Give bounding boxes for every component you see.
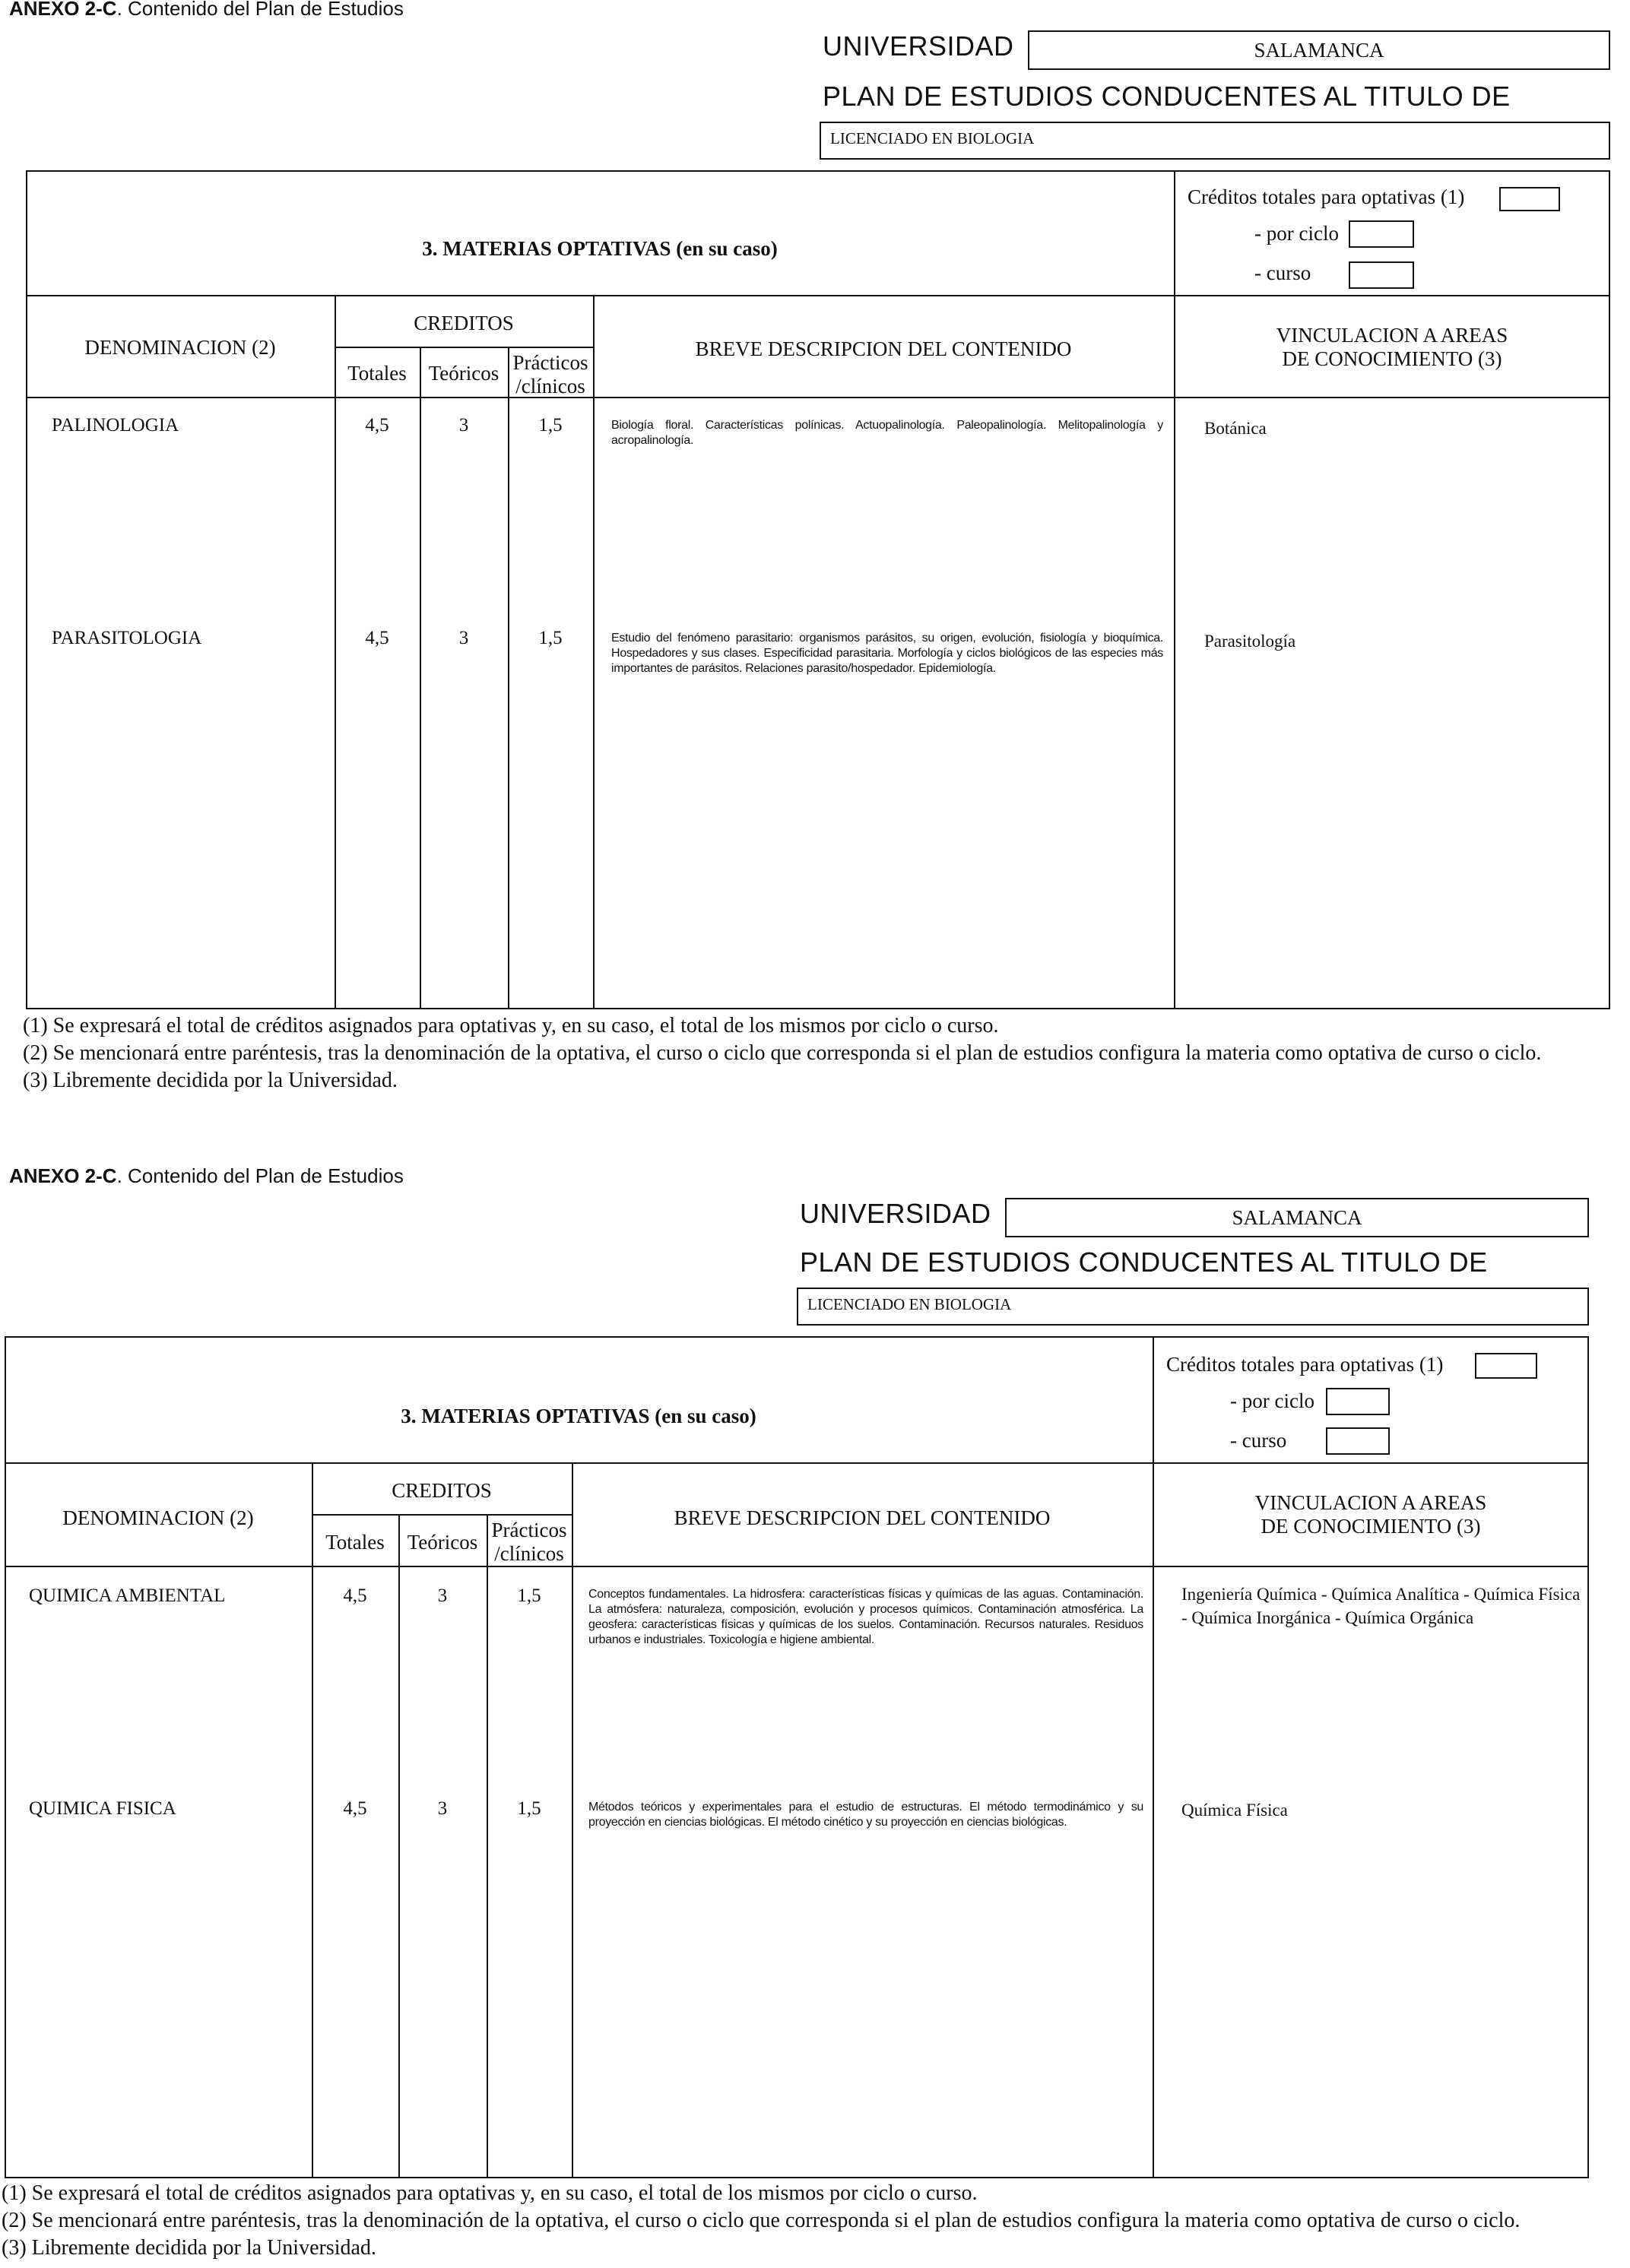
por-ciclo-box: [1349, 220, 1414, 248]
header-denominacion: DENOMINACION (2): [62, 1506, 254, 1529]
titulo-value: LICENCIADO EN BIOLOGIA: [830, 129, 1035, 147]
row-practicos: 1,5: [538, 415, 563, 436]
row-teoricos: 3: [437, 1585, 448, 1606]
anexo-header: [9, 1164, 404, 1188]
universidad-label: UNIVERSIDAD: [800, 1198, 991, 1229]
curso-box: [1326, 1427, 1390, 1455]
section-title: 3. MATERIAS OPTATIVAS (en su caso): [401, 1405, 756, 1427]
row-totales: 4,5: [365, 628, 389, 648]
footnotes: [2, 2180, 1520, 2261]
header-practicos: Prácticos /clínicos: [491, 1519, 567, 1566]
row-practicos: 1,5: [517, 1798, 541, 1819]
universidad-label: UNIVERSIDAD: [823, 30, 1014, 62]
anexo-text: . Contenido del Plan de Estudios: [116, 0, 404, 20]
row-teoricos: 3: [458, 415, 469, 436]
header-teoricos: Teóricos: [407, 1531, 478, 1554]
row-totales: 4,5: [365, 415, 389, 436]
header-descripcion: BREVE DESCRIPCION DEL CONTENIDO: [695, 337, 1072, 360]
row-name: QUIMICA FISICA: [29, 1798, 176, 1819]
por-ciclo-label: - por ciclo: [1254, 222, 1339, 245]
curso-label: - curso: [1254, 261, 1311, 284]
header-creditos: CREDITOS: [392, 1479, 492, 1502]
header-vinculacion: VINCULACION A AREAS DE CONOCIMIENTO (3): [1254, 1491, 1487, 1538]
creditos-optativas-box: [1475, 1353, 1537, 1379]
row-practicos: 1,5: [538, 628, 563, 648]
row-descripcion: Biología floral. Características polínicas. Actuopalinología. Paleopalinología. Melitopalinología y acropalinología.: [611, 419, 1163, 447]
row-totales: 4,5: [343, 1798, 367, 1819]
row-practicos: 1,5: [517, 1585, 541, 1606]
titulo-value: LICENCIADO EN BIOLOGIA: [807, 1295, 1012, 1313]
row-descripcion: Estudio del fenómeno parasitario: organismos parásitos, su origen, evolución, fisiología y bioquímica. Hospedadores y sus clases. Especificidad parasitaria. Morfología y ciclos biológicos de las especies más importantes de parásitos. Relaciones parasito/hospedador. Epidemiología.: [611, 632, 1163, 675]
por-ciclo-box: [1326, 1388, 1390, 1415]
row-teoricos: 3: [458, 628, 469, 648]
curso-box: [1349, 261, 1414, 289]
header-teoricos: Teóricos: [428, 362, 499, 385]
row-teoricos: 3: [437, 1798, 448, 1819]
footnote-1: (1) Se expresará el total de créditos asignados para optativas y, en su caso, el total de los mismos por ciclo o curso.: [23, 1014, 999, 1037]
plan-label: PLAN DE ESTUDIOS CONDUCENTES AL TITULO DE: [823, 81, 1511, 112]
creditos-optativas-box: [1499, 187, 1560, 211]
header-denominacion: DENOMINACION (2): [84, 336, 276, 359]
footnote-3: (3) Libremente decidida por la Universidad.: [23, 1068, 398, 1092]
row-area: Ingeniería Química - Química Analítica - Química Física - Química Inorgánica - Química Orgánica: [1181, 1585, 1581, 1628]
universidad-field: [1005, 1198, 1589, 1237]
footnote-3: (3) Libremente decidida por la Universidad.: [2, 2235, 376, 2260]
titulo-field: [797, 1288, 1589, 1326]
creditos-optativas-label: Créditos totales para optativas (1): [1166, 1353, 1444, 1376]
footnote-2: (2) Se mencionará entre paréntesis, tras la denominación de la optativa, el curso o ciclo que corresponda si el plan de estudios configura la materia como optativa de curso o ciclo.: [2, 2208, 1521, 2232]
row-totales: 4,5: [343, 1585, 367, 1606]
row-name: QUIMICA AMBIENTAL: [29, 1585, 226, 1606]
footnote-1: (1) Se expresará el total de créditos asignados para optativas y, en su caso, el total de los mismos por ciclo o curso.: [2, 2181, 978, 2205]
footnote-2: (2) Se mencionará entre paréntesis, tras la denominación de la optativa, el curso o ciclo que corresponda si el plan de estudios configura la materia como optativa de curso o ciclo.: [23, 1041, 1542, 1065]
universidad-field: [1028, 30, 1610, 70]
universidad-value: SALAMANCA: [1232, 1206, 1362, 1229]
anexo-header: [9, 0, 404, 21]
row-descripcion: Métodos teóricos y experimentales para el estudio de estructuras. El método termodinámico y su proyección en ciencias biológicas. El método cinético y su proyección en ciencias biológicas.: [588, 1801, 1143, 1829]
section-title: 3. MATERIAS OPTATIVAS (en su caso): [422, 237, 778, 260]
anexo-text: . Contenido del Plan de Estudios: [116, 1164, 404, 1187]
row-area: Parasitología: [1204, 632, 1296, 651]
anexo-prefix: ANEXO 2-C: [9, 1164, 117, 1187]
por-ciclo-label: - por ciclo: [1230, 1389, 1314, 1412]
row-area: Botánica: [1204, 419, 1267, 438]
footnotes: [23, 1012, 1541, 1094]
row-area: Química Física: [1181, 1801, 1288, 1820]
row-name: PALINOLOGIA: [52, 415, 179, 436]
header-vinculacion: VINCULACION A AREAS DE CONOCIMIENTO (3): [1276, 324, 1508, 371]
row-descripcion: Conceptos fundamentales. La hidrosfera: características físicas y químicas de las aguas. Contaminación. La atmósfera: naturaleza, composición, evolución y procesos químicos. Contaminación atmosférica. La geosfera: características físicas y químicas de los suelos. Contaminación. Recursos naturales. Residuos urbanos e industriales. Toxicología e higiene ambiental.: [588, 1588, 1143, 1646]
anexo-prefix: ANEXO 2-C: [9, 0, 117, 20]
header-totales: Totales: [347, 362, 407, 385]
curso-label: - curso: [1230, 1429, 1287, 1452]
row-name: PARASITOLOGIA: [52, 628, 202, 648]
plan-label: PLAN DE ESTUDIOS CONDUCENTES AL TITULO DE: [800, 1246, 1488, 1278]
titulo-field: [820, 122, 1610, 160]
header-descripcion: BREVE DESCRIPCION DEL CONTENIDO: [674, 1506, 1051, 1529]
creditos-optativas-label: Créditos totales para optativas (1): [1188, 185, 1465, 208]
header-totales: Totales: [325, 1531, 385, 1554]
header-creditos: CREDITOS: [414, 312, 514, 334]
universidad-value: SALAMANCA: [1254, 39, 1384, 62]
header-practicos: Prácticos /clínicos: [512, 351, 588, 398]
